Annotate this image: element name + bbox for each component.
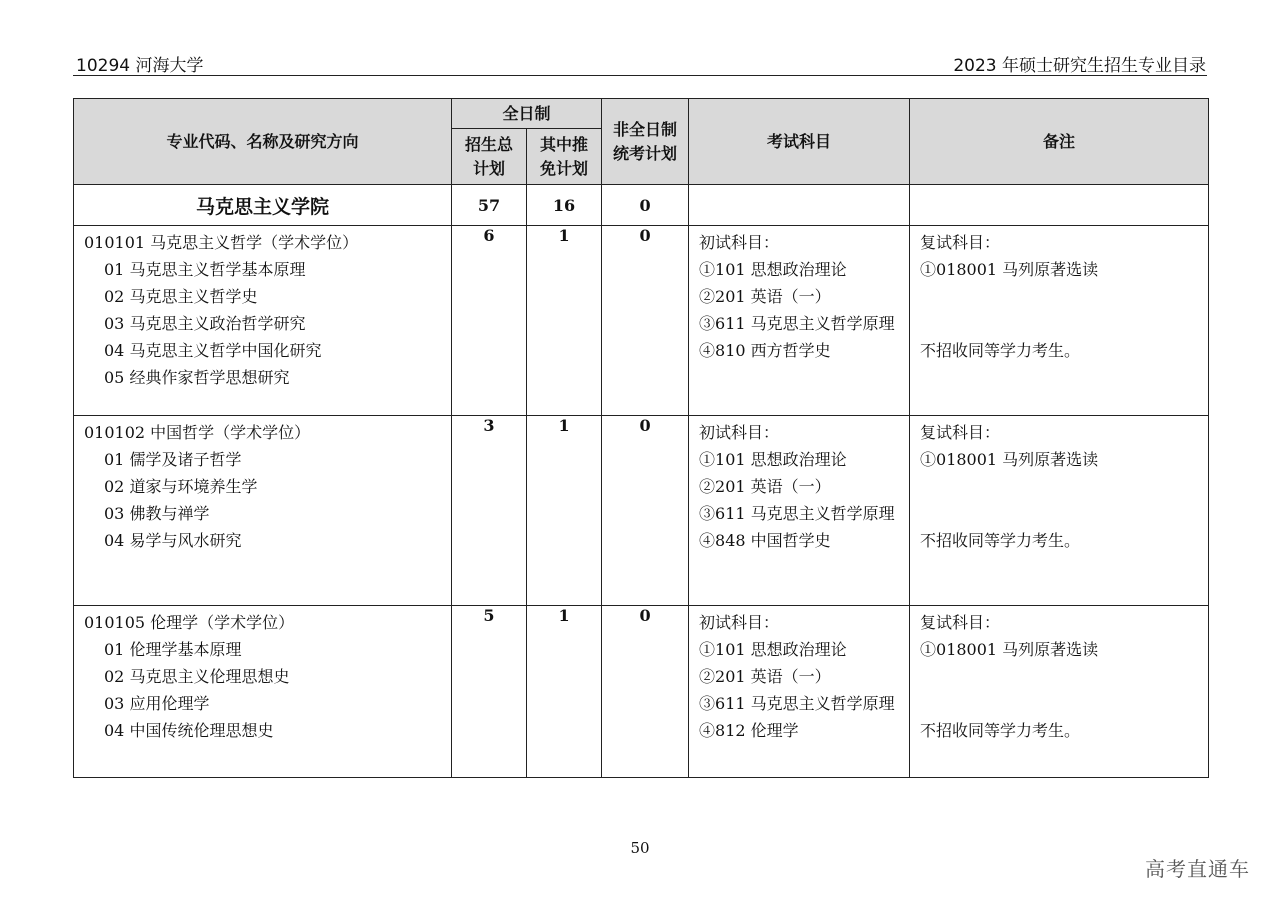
remarks [910, 226, 1208, 364]
exam-subject: ④810 西方哲学史 [699, 341, 831, 360]
col-header-parttime: 非全日制 统考计划 [602, 99, 689, 185]
college-name: 马克思主义学院 [74, 185, 452, 226]
exam-subject: 初试科目： [699, 423, 780, 442]
program-cell [74, 416, 452, 606]
program-total: 3 [452, 416, 527, 606]
exam-subject: 初试科目： [699, 613, 780, 632]
retest-subject: 复试科目： [920, 613, 1001, 632]
program-row [74, 606, 1209, 778]
research-direction: 02 道家与环境养生学 [104, 477, 258, 496]
exam-subject: ④812 伦理学 [699, 721, 799, 740]
retest-subject: 复试科目： [920, 233, 1001, 252]
college-parttime: 0 [602, 185, 689, 226]
college-total: 57 [452, 185, 527, 226]
research-direction: 04 马克思主义哲学中国化研究 [104, 341, 322, 360]
program-parttime: 0 [602, 606, 689, 778]
exam-subject: 初试科目： [699, 233, 780, 252]
exam-subject: ③611 马克思主义哲学原理 [699, 314, 895, 333]
research-direction: 05 经典作家哲学思想研究 [104, 368, 290, 387]
remark-note: 不招收同等学力考生。 [920, 341, 1081, 360]
col-header-total: 招生总 计划 [452, 129, 527, 185]
col-header-exempt: 其中推 免计划 [527, 129, 602, 185]
program-title: 010105 伦理学（学术学位） [84, 613, 295, 632]
program-info [74, 416, 451, 554]
page-number: 50 [630, 839, 650, 857]
remarks-cell [910, 606, 1209, 778]
college-row [74, 185, 1209, 226]
program-cell [74, 606, 452, 778]
research-direction: 03 佛教与禅学 [104, 504, 210, 523]
exam-subjects [689, 606, 909, 744]
program-cell [74, 226, 452, 416]
header-rule [73, 75, 1207, 76]
program-title: 010102 中国哲学（学术学位） [84, 423, 311, 442]
remarks-cell [910, 416, 1209, 606]
exam-subject: ②201 英语（一） [699, 287, 831, 306]
exam-subject: ①101 思想政治理论 [699, 260, 847, 279]
remark-note: 不招收同等学力考生。 [920, 721, 1081, 740]
remarks [910, 606, 1208, 744]
college-exempt: 16 [527, 185, 602, 226]
program-title: 010101 马克思主义哲学（学术学位） [84, 233, 359, 252]
research-direction: 01 伦理学基本原理 [104, 640, 242, 659]
program-catalog-table [73, 98, 1209, 778]
program-total: 6 [452, 226, 527, 416]
col-header-fulltime: 全日制 [452, 99, 602, 129]
exam-subject: ②201 英语（一） [699, 667, 831, 686]
remark-note: 不招收同等学力考生。 [920, 531, 1081, 550]
retest-subject: ①018001 马列原著选读 [920, 450, 1099, 469]
research-direction: 02 马克思主义伦理思想史 [104, 667, 290, 686]
exam-cell [689, 226, 910, 416]
exam-subject: ②201 英语（一） [699, 477, 831, 496]
program-exempt: 1 [527, 416, 602, 606]
exam-subject: ③611 马克思主义哲学原理 [699, 504, 895, 523]
research-direction: 04 中国传统伦理思想史 [104, 721, 274, 740]
col-header-program: 专业代码、名称及研究方向 [74, 99, 452, 185]
research-direction: 02 马克思主义哲学史 [104, 287, 258, 306]
header-catalog-title: 2023 年硕士研究生招生专业目录 [953, 56, 1206, 76]
program-info [74, 226, 451, 391]
retest-subject: 复试科目： [920, 423, 1001, 442]
exam-subjects [689, 416, 909, 554]
program-total: 5 [452, 606, 527, 778]
program-exempt: 1 [527, 606, 602, 778]
col-header-remarks: 备注 [910, 99, 1209, 185]
exam-subject: ④848 中国哲学史 [699, 531, 831, 550]
college-remarks-empty [910, 185, 1209, 226]
college-exam-empty [689, 185, 910, 226]
research-direction: 04 易学与风水研究 [104, 531, 242, 550]
retest-subject: ①018001 马列原著选读 [920, 260, 1099, 279]
col-header-exam: 考试科目 [689, 99, 910, 185]
remarks-cell [910, 226, 1209, 416]
retest-subject: ①018001 马列原著选读 [920, 640, 1099, 659]
exam-cell [689, 606, 910, 778]
watermark: 高考直通车 [1145, 857, 1250, 881]
header-institution: 10294 河海大学 [76, 56, 204, 76]
research-direction: 03 马克思主义政治哲学研究 [104, 314, 306, 333]
research-direction: 01 马克思主义哲学基本原理 [104, 260, 306, 279]
program-exempt: 1 [527, 226, 602, 416]
program-info [74, 606, 451, 744]
exam-subjects [689, 226, 909, 364]
remarks [910, 416, 1208, 554]
research-direction: 03 应用伦理学 [104, 694, 210, 713]
exam-subject: ①101 思想政治理论 [699, 640, 847, 659]
research-direction: 01 儒学及诸子哲学 [104, 450, 242, 469]
exam-subject: ①101 思想政治理论 [699, 450, 847, 469]
program-parttime: 0 [602, 416, 689, 606]
exam-cell [689, 416, 910, 606]
exam-subject: ③611 马克思主义哲学原理 [699, 694, 895, 713]
program-row [74, 226, 1209, 416]
program-row [74, 416, 1209, 606]
program-parttime: 0 [602, 226, 689, 416]
